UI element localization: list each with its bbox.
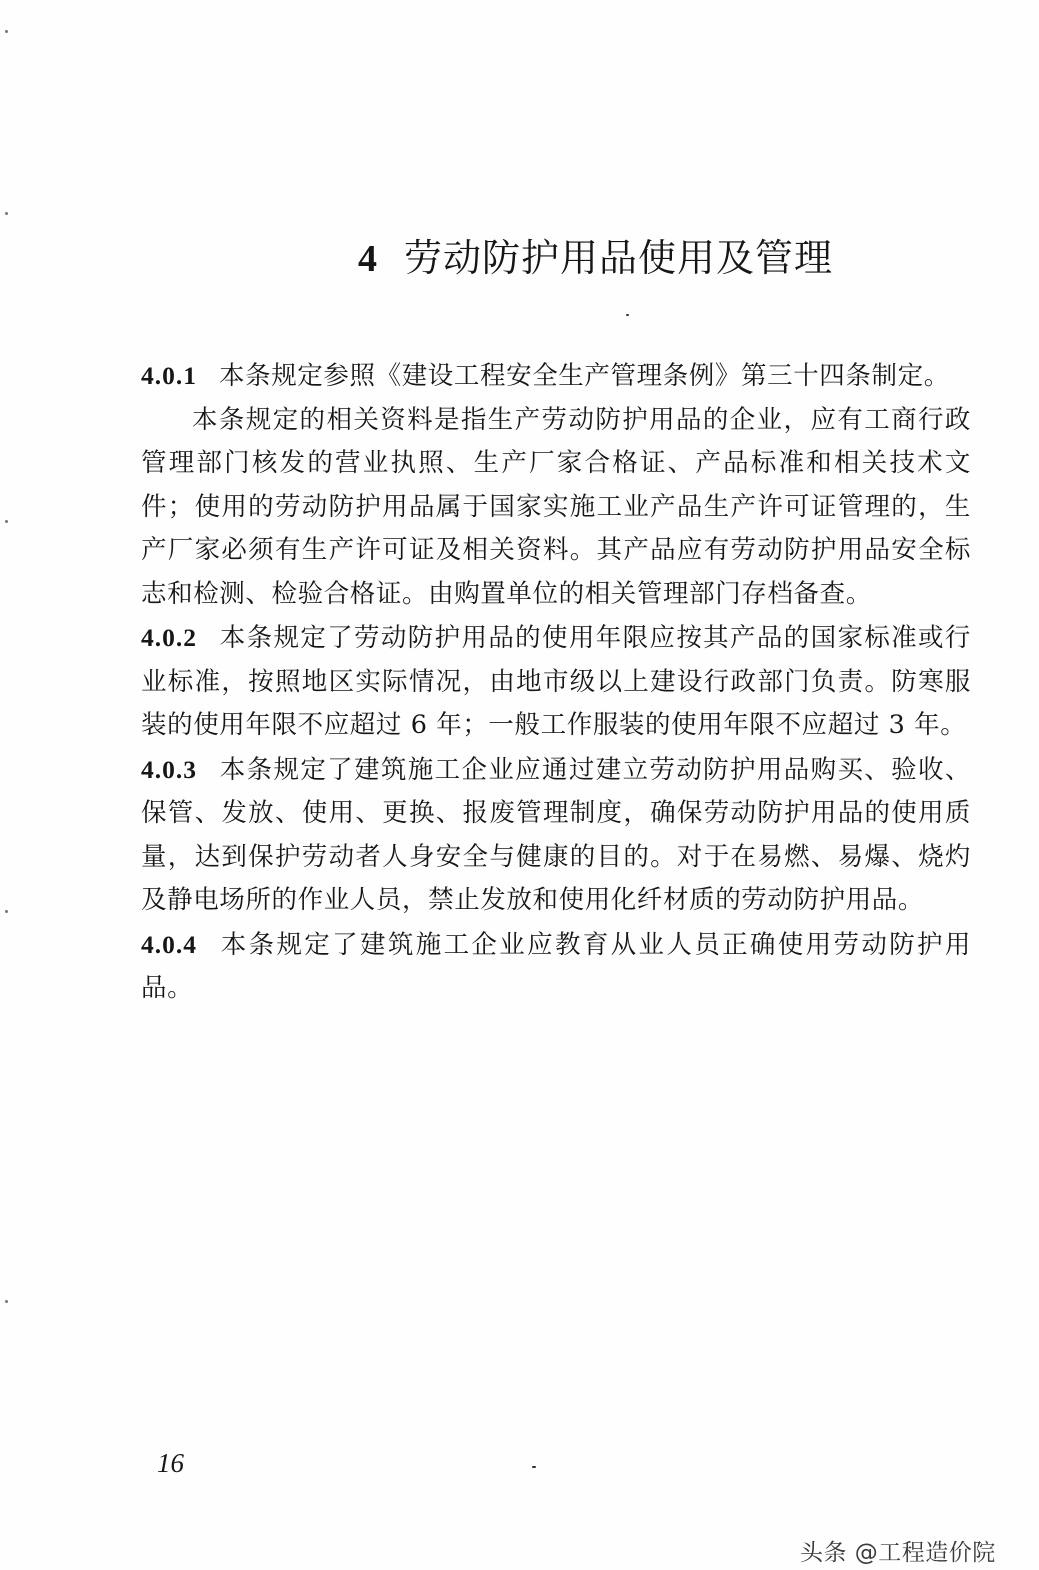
scan-speck	[532, 1466, 536, 1468]
document-body	[141, 354, 971, 1011]
clause-text: 本条规定了建筑施工企业应教育从业人员正确使用劳动防护用品。	[141, 929, 971, 1003]
scan-edge-dot	[5, 212, 8, 215]
scan-speck	[626, 314, 629, 316]
clause-paragraph: 本条规定的相关资料是指生产劳动防护用品的企业，应有工商行政管理部门核发的营业执照、生产厂家合格证、产品标准和相关技术文件；使用的劳动防护用品属于国家实施工业产品生产许可证管理的，生产厂家必须有生产许可证及相关资料。其产品应有劳动防护用品安全标志和检测、检验合格证。由购置单位的相关管理部门存档备查。	[141, 404, 971, 609]
clause-number: 4.0.3	[141, 754, 197, 784]
scan-edge-dot	[5, 520, 8, 523]
clause-text: 本条规定参照《建设工程安全生产管理条例》第三十四条制定。	[219, 361, 950, 391]
clause-text: 本条规定了劳动防护用品的使用年限应按其产品的国家标准或行业标准，按照地区实际情况，由地市级以上建设行政部门负责。防寒服装的使用年限不应超过 6 年；一般工作服装的使用年限不应超过 3 年。	[141, 623, 971, 740]
scan-edge-dot	[5, 910, 8, 913]
clause-number: 4.0.2	[141, 623, 197, 652]
scan-edge-dot	[5, 30, 8, 33]
clause-4-0-4	[141, 923, 971, 1011]
chapter-title	[0, 236, 1039, 283]
watermark: 头条 @工程造价院	[800, 1540, 996, 1566]
clause-4-0-1	[141, 354, 971, 399]
clause-4-0-3	[141, 748, 971, 923]
chapter-title-text: 劳动防护用品使用及管理	[403, 236, 833, 280]
chapter-number: 4	[357, 238, 378, 280]
clause-4-0-2	[141, 616, 971, 748]
clause-number: 4.0.4	[141, 929, 197, 959]
scan-edge-dot	[5, 1300, 8, 1303]
clause-number: 4.0.1	[141, 361, 197, 390]
page-number: 16	[157, 1448, 184, 1478]
clause-text: 本条规定了建筑施工企业应通过建立劳动防护用品购买、验收、保管、发放、使用、更换、报废管理制度，确保劳动防护用品的使用质量，达到保护劳动者人身安全与健康的目的。对于在易燃、易爆、烧灼及静电场所的作业人员，禁止发放和使用化纤材质的劳动防护用品。	[141, 754, 971, 915]
